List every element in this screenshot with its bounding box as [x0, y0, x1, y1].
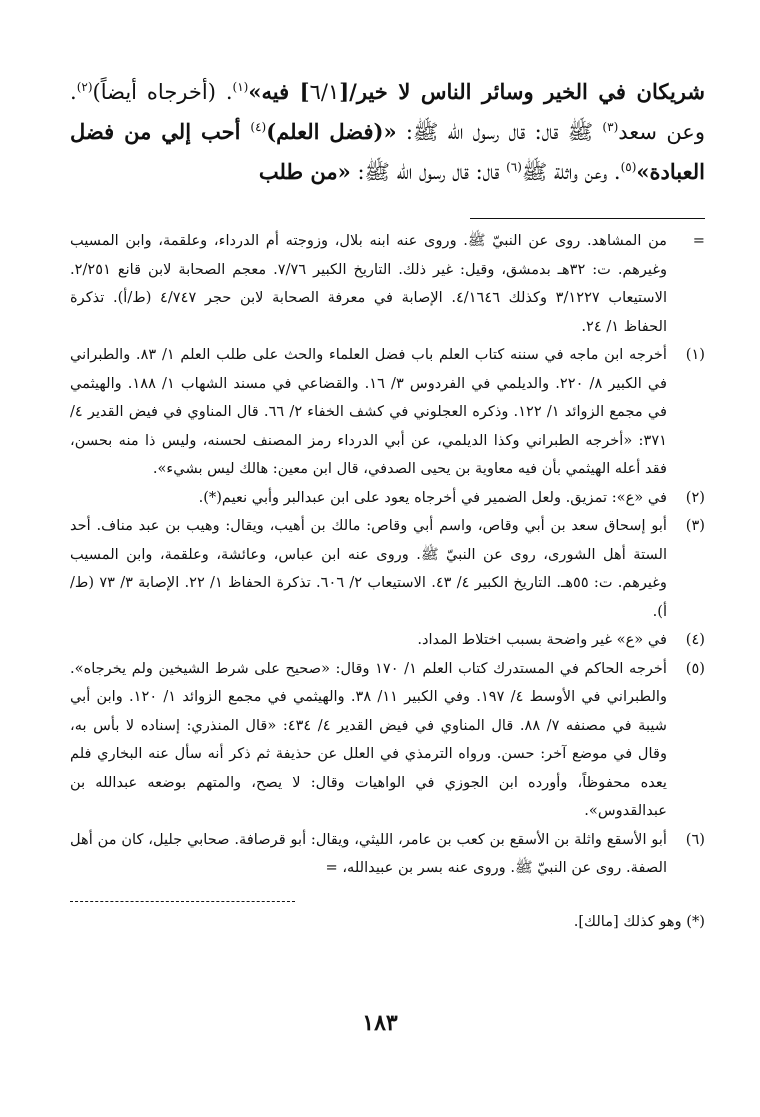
footnote	[70, 826, 705, 883]
footnote-number: =	[692, 232, 705, 249]
text-run: ﷺ قال: قال رسول الله ﷺ:	[396, 120, 603, 144]
text-run: . وعن واثلة ﷺ	[521, 160, 621, 184]
text-run: أحب إلي من فضل العبادة»	[70, 119, 705, 184]
footnote	[70, 227, 705, 341]
footnote-number: (٤)	[685, 631, 705, 648]
footnote-text: أبو إسحاق سعد بن أبي وقاص، واسم أبي وقاص: مالك بن أهيب، ويقال: وهيب بن عبد مناف. أحد الستة أهل الشورى، روى عن النبيّ ﷺ. وروى عنه ابن عباس، وعائشة، وعلقمة، وابن المسيب وغيرهم. ت: ٥٥هـ. التاريخ الكبير ٤/ ٤٣. الاستيعاب ٢/ ٦٠٦. تذكرة الحفاظ ١/ ٢٢. الإصابة ٣/ ٧٣ (ط/أ).	[70, 517, 667, 620]
footnote-ref: (٣)	[602, 120, 619, 134]
text-run: قال: قال رسول الله ﷺ:	[350, 160, 507, 184]
main-text	[70, 72, 705, 192]
text-run: «من طلب	[258, 159, 351, 184]
footnote-text: في «ع» غير واضحة بسبب اختلاط المداد.	[417, 631, 667, 648]
text-run: «(فضل العلم)	[266, 119, 397, 144]
page-content	[70, 72, 705, 936]
footnote-ref: (٦)	[506, 160, 522, 174]
footnote-separator	[470, 218, 705, 219]
footnote-text: أبو الأسقع واثلة بن الأسقع بن كعب بن عامر، الليثي، ويقال: أبو قرصافة. صحابي جليل، كان من أهل الصفة. روى عن النبيّ ﷺ. وروى عنه بسر بن عبيدالله، =	[70, 830, 667, 876]
text-run: ٦/١	[309, 80, 340, 104]
footnote-ref: (١)	[232, 80, 249, 94]
text-run: .	[70, 80, 77, 104]
footnote-number: (٦)	[685, 830, 705, 848]
footnote	[70, 655, 705, 826]
footnote-ref: (٥)	[620, 160, 637, 174]
page-number: ١٨٣	[362, 1010, 398, 1036]
dashed-separator	[70, 901, 295, 902]
footnote	[70, 512, 705, 626]
footnote	[70, 484, 705, 513]
footnotes	[70, 227, 705, 883]
footnote-number: (١)	[685, 346, 705, 363]
text-run: شريكان في الخير وسائر الناس لا خير/[	[339, 79, 705, 104]
footnote	[70, 341, 705, 484]
footnote-number: (٥)	[685, 659, 705, 677]
footnote-number: (٣)	[685, 517, 705, 534]
footnote-ref: (٢)	[76, 80, 93, 94]
text-run: وعن سعد	[618, 120, 705, 144]
footnote	[70, 626, 705, 655]
text-run: ] فيه»	[248, 79, 310, 104]
footnote-text: أخرجه الحاكم في المستدرك كتاب العلم ١/ ١٧٠ وقال: «صحيح على شرط الشيخين ولم يخرجاه». والطبراني في الأوسط ٤/ ١٩٧. وفي الكبير ١١/ ٣٨. والهيثمي في مجمع الزوائد ١/ ١٢٠. وابن أبي شيبة في مصنفه ٧/ ٨٨. قال المناوي في فيض القدير ٤/ ٤٣٤: «قال المنذري: إسناده لا بأس به، وقال في موضع آخر: حسن. ورواه الترمذي في العلل عن حذيفة ثم ذكر أنه سأل عنه البخاري فلم يعده محفوظاً، وأورده ابن الجوزي في الواهيات وقال: لا يصح، والمتهم بوضعه عبدالله بن عبدالقدوس».	[70, 659, 668, 819]
footnote-number: (٢)	[685, 488, 705, 506]
footnote-text: من المشاهد. روى عن النبيّ ﷺ. وروى عنه ابنه بلال، وزوجته أم الدرداء، وعلقمة، وابن المسيب وغيرهم. ت: ٣٢هـ بدمشق، وقيل: غير ذلك. التاريخ الكبير ٧/٧٦. معجم الصحابة لابن قانع ٢/٢٥١. الاستيعاب ٣/١٢٢٧ وكذلك ٤/١٦٤٦. الإصابة في معرفة الصحابة لابن حجر ٤/٧٤٧ (ط/أ). تذكرة الحفاظ ١/ ٢٤.	[70, 232, 667, 335]
footnote-text: في «ع»: تمزيق. ولعل الضمير في أخرجاه يعود على ابن عبدالبر وأبي نعيم(*).	[198, 488, 667, 506]
footnote-ref: (٤)	[250, 120, 267, 134]
editor-note: (*) وهو كذلك [مالك].	[573, 912, 705, 930]
text-run: . (أخرجاه أيضاً)	[92, 80, 233, 104]
footnote-text: أخرجه ابن ماجه في سننه كتاب العلم باب فضل العلماء والحث على طلب العلم ١/ ٨٣. والطبراني في الكبير ٨/ ٢٢٠. والديلمي في الفردوس ٣/ ١٦. والقضاعي في مسند الشهاب ١/ ١٨٨. والهيثمي في مجمع الزوائد ١/ ١٢٢. وذكره العجلوني في كشف الخفاء ٢/ ٦٦. قال المناوي في فيض القدير ٤/ ٣٧١: «أخرجه الطبراني وكذا الديلمي، عن أبي الدرداء رمز المصنف لحسنه، وليس ذا منه بحسن، فقد أعله الهيثمي بأن فيه معاوية بن يحيى الصدفي، قال ابن معين: هالك ليس بشيء».	[70, 346, 668, 477]
